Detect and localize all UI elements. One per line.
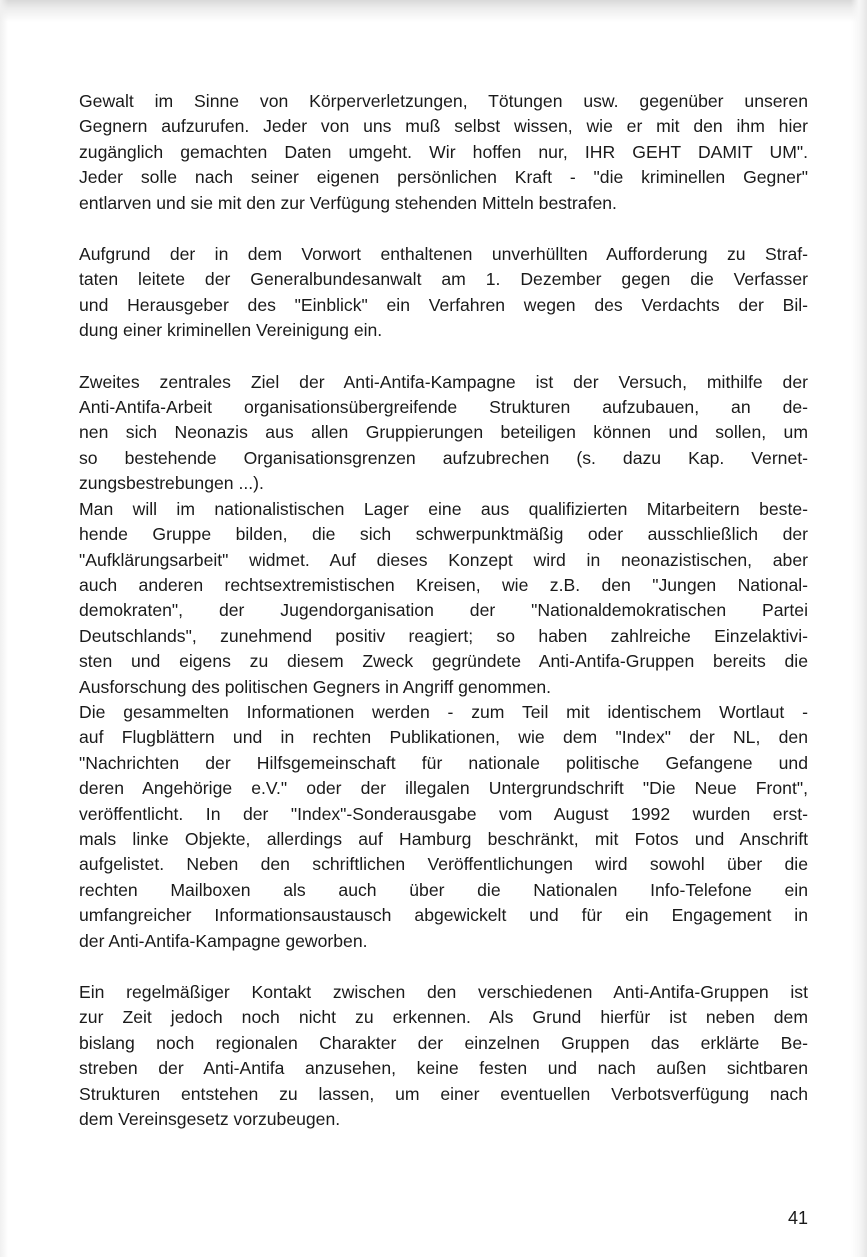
paragraph-spacer [79, 344, 808, 370]
scan-shadow-top [0, 0, 867, 22]
paragraph-spacer [79, 216, 808, 242]
text-line: Zweites zentrales Ziel der Anti-Antifa-Kampagne ist der Versuch, mithilfe der [79, 371, 808, 392]
text-line: Man will im nationalistischen Lager eine aus qualifizierten Mitarbeitern beste- [79, 498, 808, 519]
text-line: nen sich Neonazis aus allen Gruppierungen beteiligen können und sollen, um [79, 422, 808, 443]
text-line: rechten Mailboxen als auch über die Nationalen Info-Telefone ein [79, 879, 808, 900]
text-line: dem Vereinsgesetz vorzubeugen. [79, 1109, 341, 1130]
text-line: der Anti-Antifa-Kampagne geworben. [79, 930, 368, 951]
text-line: Gewalt im Sinne von Körperverletzungen, Tötungen usw. gegenüber unseren [79, 91, 808, 111]
paragraph-1 [79, 89, 808, 216]
text-line: auch anderen rechtsextremistischen Kreisen, wie z.B. den "Jungen National- [79, 574, 808, 595]
text-line: entlarven und sie mit den zur Verfügung stehenden Mitteln bestrafen. [79, 192, 617, 213]
text-line: so bestehende Organisationsgrenzen aufzubrechen (s. dazu Kap. Vernet- [79, 447, 808, 468]
text-line: zugänglich gemachten Daten umgeht. Wir hoffen nur, IHR GEHT DAMIT UM". [79, 141, 808, 162]
paragraph-6 [79, 980, 808, 1132]
text-line: Aufgrund der in dem Vorwort enthaltenen unverhüllten Aufforderung zu Straf- [79, 244, 808, 265]
text-line: Deutschlands", zunehmend positiv reagiert; so haben zahlreiche Einzelaktivi- [79, 625, 808, 646]
text-line: dung einer kriminellen Vereinigung ein. [79, 320, 383, 341]
text-line: "Aufklärungsarbeit" widmet. Auf dieses Konzept wird in neonazistischen, aber [79, 549, 808, 570]
text-line: zungsbestrebungen ...). [79, 473, 264, 494]
text-line: bislang noch regionalen Charakter der einzelnen Gruppen das erklärte Be- [79, 1032, 808, 1053]
text-line: umfangreicher Informationsaustausch abgewickelt und für ein Engagement in [79, 905, 808, 926]
text-line: Strukturen entstehen zu lassen, um einer eventuellen Verbotsverfügung nach [79, 1083, 808, 1104]
paragraph-4 [79, 497, 808, 700]
text-line: Gegnern aufzurufen. Jeder von uns muß selbst wissen, wie er mit den ihm hier [79, 116, 808, 137]
page-number: 41 [787, 1208, 808, 1228]
text-line: und Herausgeber des "Einblick" ein Verfahren wegen des Verdachts der Bil- [79, 294, 808, 315]
text-line: taten leitete der Generalbundesanwalt am 1. Dezember gegen die Verfasser [79, 269, 808, 290]
text-line: Ausforschung des politischen Gegners in Angriff genommen. [79, 676, 552, 697]
paragraph-5 [79, 700, 808, 954]
text-line: Anti-Antifa-Arbeit organisationsübergreifende Strukturen aufzubauen, an de- [79, 397, 808, 418]
text-line: Ein regelmäßiger Kontakt zwischen den verschiedenen Anti-Antifa-Gruppen ist [79, 982, 808, 1002]
text-line: demokraten", der Jugendorganisation der "Nationaldemokratischen Partei [79, 600, 808, 621]
text-line: aufgelistet. Neben den schriftlichen Veröffentlichungen wird sowohl über die [79, 854, 808, 875]
text-line: veröffentlicht. In der "Index"-Sonderausgabe vom August 1992 wurden erst- [79, 803, 808, 824]
text-line: Jeder solle nach seiner eigenen persönlichen Kraft - "die kriminellen Gegner" [79, 167, 808, 188]
text-line: "Nachrichten der Hilfsgemeinschaft für nationale politische Gefangene und [79, 752, 808, 773]
text-line: mals linke Objekte, allerdings auf Hamburg beschränkt, mit Fotos und Anschrift [79, 828, 808, 849]
paragraph-spacer [79, 954, 808, 980]
paragraph-2 [79, 242, 808, 344]
text-line: auf Flugblättern und in rechten Publikationen, wie dem "Index" der NL, den [79, 727, 808, 748]
paragraph-3 [79, 370, 808, 497]
scan-shadow-right [851, 0, 867, 1257]
text-line: deren Angehörige e.V." oder der illegalen Untergrundschrift "Die Neue Front", [79, 778, 808, 799]
text-line: zur Zeit jedoch noch nicht zu erkennen. Als Grund hierfür ist neben dem [79, 1007, 808, 1028]
text-line: streben der Anti-Antifa anzusehen, keine festen und nach außen sichtbaren [79, 1058, 808, 1079]
text-line: hende Gruppe bilden, die sich schwerpunktmäßig oder ausschließlich der [79, 524, 808, 545]
text-line: sten und eigens zu diesem Zweck gegründete Anti-Antifa-Gruppen bereits die [79, 651, 808, 672]
page-body [79, 89, 808, 1132]
text-line: Die gesammelten Informationen werden - zum Teil mit identischem Wortlaut - [79, 701, 808, 722]
scan-shadow-left [0, 0, 8, 1257]
